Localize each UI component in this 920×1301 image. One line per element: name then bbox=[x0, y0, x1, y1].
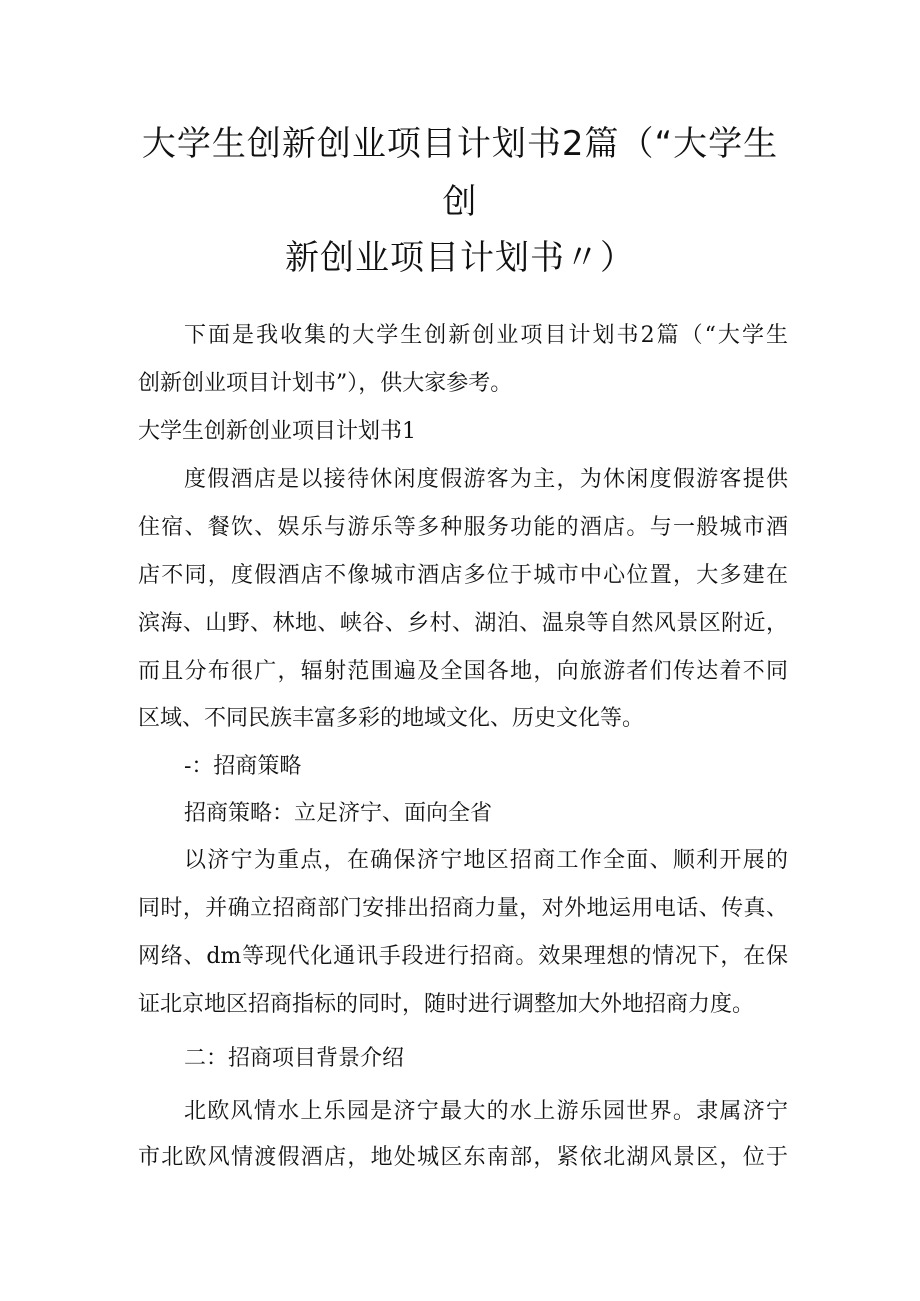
paragraph-1-line-3: 店不同，度假酒店不像城市酒店多位于城市中心位置，大多建在 bbox=[138, 563, 788, 588]
paragraph-1-line-1: 度假酒店是以接待休闲度假游客为主，为休闲度假游客提供 bbox=[184, 467, 788, 492]
subheading-strategy: -：招商策略 bbox=[184, 754, 302, 779]
paragraph-1-line-2: 住宿、餐饮、娱乐与游乐等多种服务功能的酒店。与一般城市酒 bbox=[138, 515, 788, 540]
document-title-line-1: 大学生创新创业项目计划书2篇（“大学生 bbox=[141, 124, 779, 164]
paragraph-2-line-3: 网络、dm等现代化通讯手段进行招商。效果理想的情况下，在保 bbox=[138, 944, 788, 969]
paragraph-3-line-1: 北欧风情水上乐园是济宁最大的水上游乐园世界。隶属济宁 bbox=[184, 1099, 788, 1124]
paragraph-1-line-5: 而且分布很广，辐射范围遍及全国各地，向旅游者们传达着不同 bbox=[138, 659, 788, 684]
document-title-line-2: 创 bbox=[442, 182, 478, 222]
section-heading: 大学生创新创业项目计划书1 bbox=[138, 419, 416, 444]
paragraph-2-line-2: 同时，并确立招商部门安排出招商力量，对外地运用电话、传真、 bbox=[138, 896, 788, 921]
intro-line-2: 创新创业项目计划书”），供大家参考。 bbox=[138, 371, 513, 396]
intro-line-1: 下面是我收集的大学生创新创业项目计划书2篇（“大学生 bbox=[184, 323, 788, 348]
paragraph-3-line-2: 市北欧风情渡假酒店，地处城区东南部，紧依北湖风景区，位于 bbox=[138, 1145, 788, 1170]
document-title-line-3: 新创业项目计划书〃） bbox=[285, 238, 635, 278]
strategy-line: 招商策略：立足济宁、面向全省 bbox=[184, 801, 493, 826]
paragraph-2-line-1: 以济宁为重点，在确保济宁地区招商工作全面、顺利开展的 bbox=[184, 848, 788, 873]
paragraph-1-line-6: 区域、不同民族丰富多彩的地域文化、历史文化等。 bbox=[138, 706, 645, 731]
paragraph-1-line-4: 滨海、山野、林地、峡谷、乡村、湖泊、温泉等自然风景区附近， bbox=[138, 611, 788, 636]
subheading-background: 二：招商项目背景介绍 bbox=[184, 1046, 405, 1071]
paragraph-2-line-4: 证北京地区招商指标的同时，随时进行调整加大外地招商力度。 bbox=[138, 992, 755, 1017]
